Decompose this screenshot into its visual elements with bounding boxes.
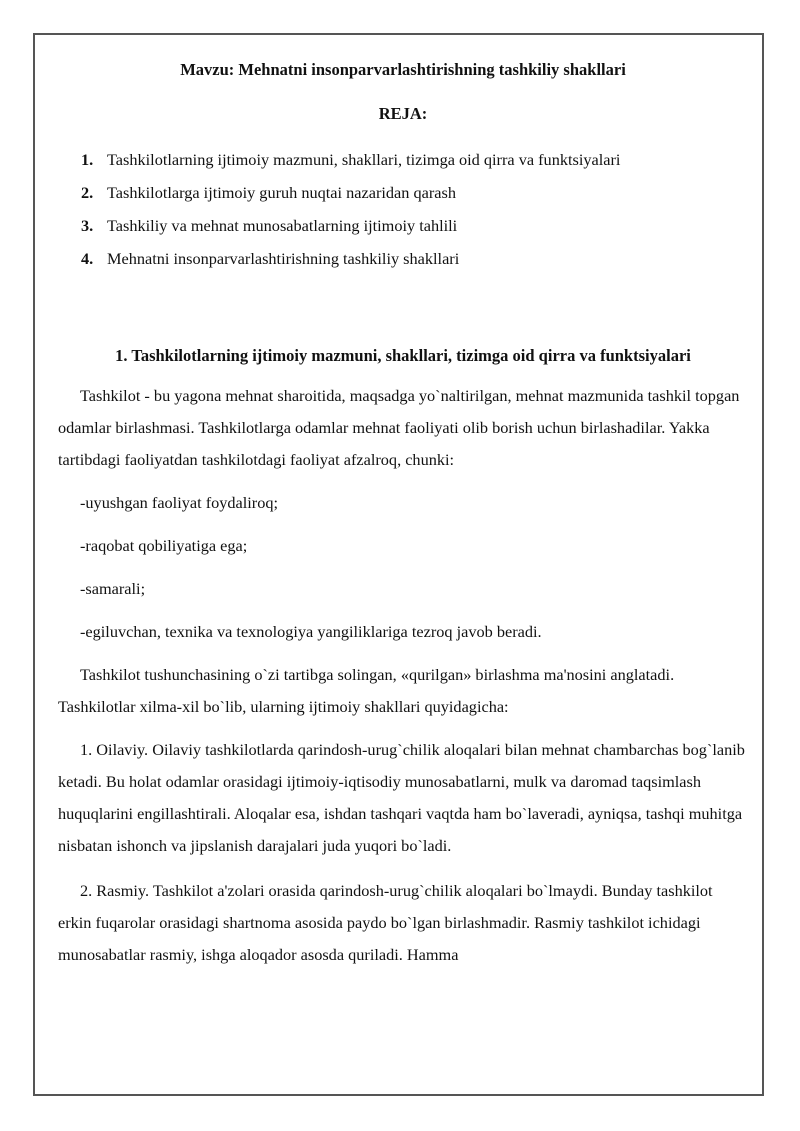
list-line: -raqobat qobiliyatiga ega; xyxy=(80,536,248,555)
plan-item-text: Mehnatni insonparvarlashtirishning tashkiliy shakllari xyxy=(107,249,460,268)
plan-item xyxy=(81,176,748,209)
plan-item-number: 1. xyxy=(81,150,94,169)
paragraph-family: 1. Oilaviy. Oilaviy tashkilotlarda qarindosh-urug`chilik aloqalari bilan mehnat chambarchas bog`lanib ketadi. Bu holat odamlar orasidagi ijtimoiy-iqtisodiy munosabatlarni, mulk va daromad taqsimlash huquqlarini engillashtirali. Aloqalar esa, ishdan tashqari vaqtda ham bo`laveradi, ayniqsa, tashqi muhitga nisbatan ishonch va jipslanish darajalari juda yuqori bo`ladi. xyxy=(58,740,745,855)
section-heading: 1. Tashkilotlarning ijtimoiy mazmuni, shakllari, tizimga oid qirra va funktsiyalari xyxy=(115,346,691,365)
document-content xyxy=(58,55,748,971)
plan-item xyxy=(81,242,748,275)
paragraph-definition: Tashkilot - bu yagona mehnat sharoitida, maqsadga yo`naltirilgan, mehnat mazmunida tashkil topgan odamlar birlashmasi. Tashkilotlarga odamlar mehnat faoliyati olib borish uchun birlashadilar. Yakka tartibdagi faoliyatdan tashkilotdagi faoliyat afzalroq, chunki: xyxy=(58,386,740,469)
plan-heading: REJA: xyxy=(378,104,428,123)
list-line: -egiluvchan, texnika va texnologiya yangiliklariga tezroq javob beradi. xyxy=(80,622,542,641)
plan-item-text: Tashkiliy va mehnat munosabatlarning ijtimoiy tahlili xyxy=(107,216,458,235)
plan-item xyxy=(81,209,748,242)
plan-item-number: 3. xyxy=(81,216,94,235)
plan-item-text: Tashkilotlarga ijtimoiy guruh nuqtai nazaridan qarash xyxy=(107,183,456,202)
plan-item-number: 4. xyxy=(81,249,94,268)
paragraph-formal: 2. Rasmiy. Tashkilot a'zolari orasida qarindosh-urug`chilik aloqalari bo`lmaydi. Bunday tashkilot erkin fuqarolar orasidagi shartnoma asosida paydo bo`lgan birlashmadir. Rasmiy tashkilot ichidagi munosabatlar rasmiy, ishga aloqador asosda quriladi. Hamma xyxy=(58,881,713,964)
plan-list xyxy=(58,143,748,275)
paragraph-concept: Tashkilot tushunchasining o`zi tartibga solingan, «qurilgan» birlashma ma'nosini anglatadi. Tashkilotlar xilma-xil bo`lib, ularning ijtimoiy shakllari quyidagicha: xyxy=(58,665,675,716)
plan-item-text: Tashkilotlarning ijtimoiy mazmuni, shakllari, tizimga oid qirra va funktsiyalari xyxy=(107,150,621,169)
document-title: Mavzu: Mehnatni insonparvarlashtirishning tashkiliy shakllari xyxy=(180,60,626,79)
plan-item xyxy=(81,143,748,176)
list-line: -uyushgan faoliyat foydaliroq; xyxy=(80,493,279,512)
plan-item-number: 2. xyxy=(81,183,94,202)
list-line: -samarali; xyxy=(80,579,146,598)
